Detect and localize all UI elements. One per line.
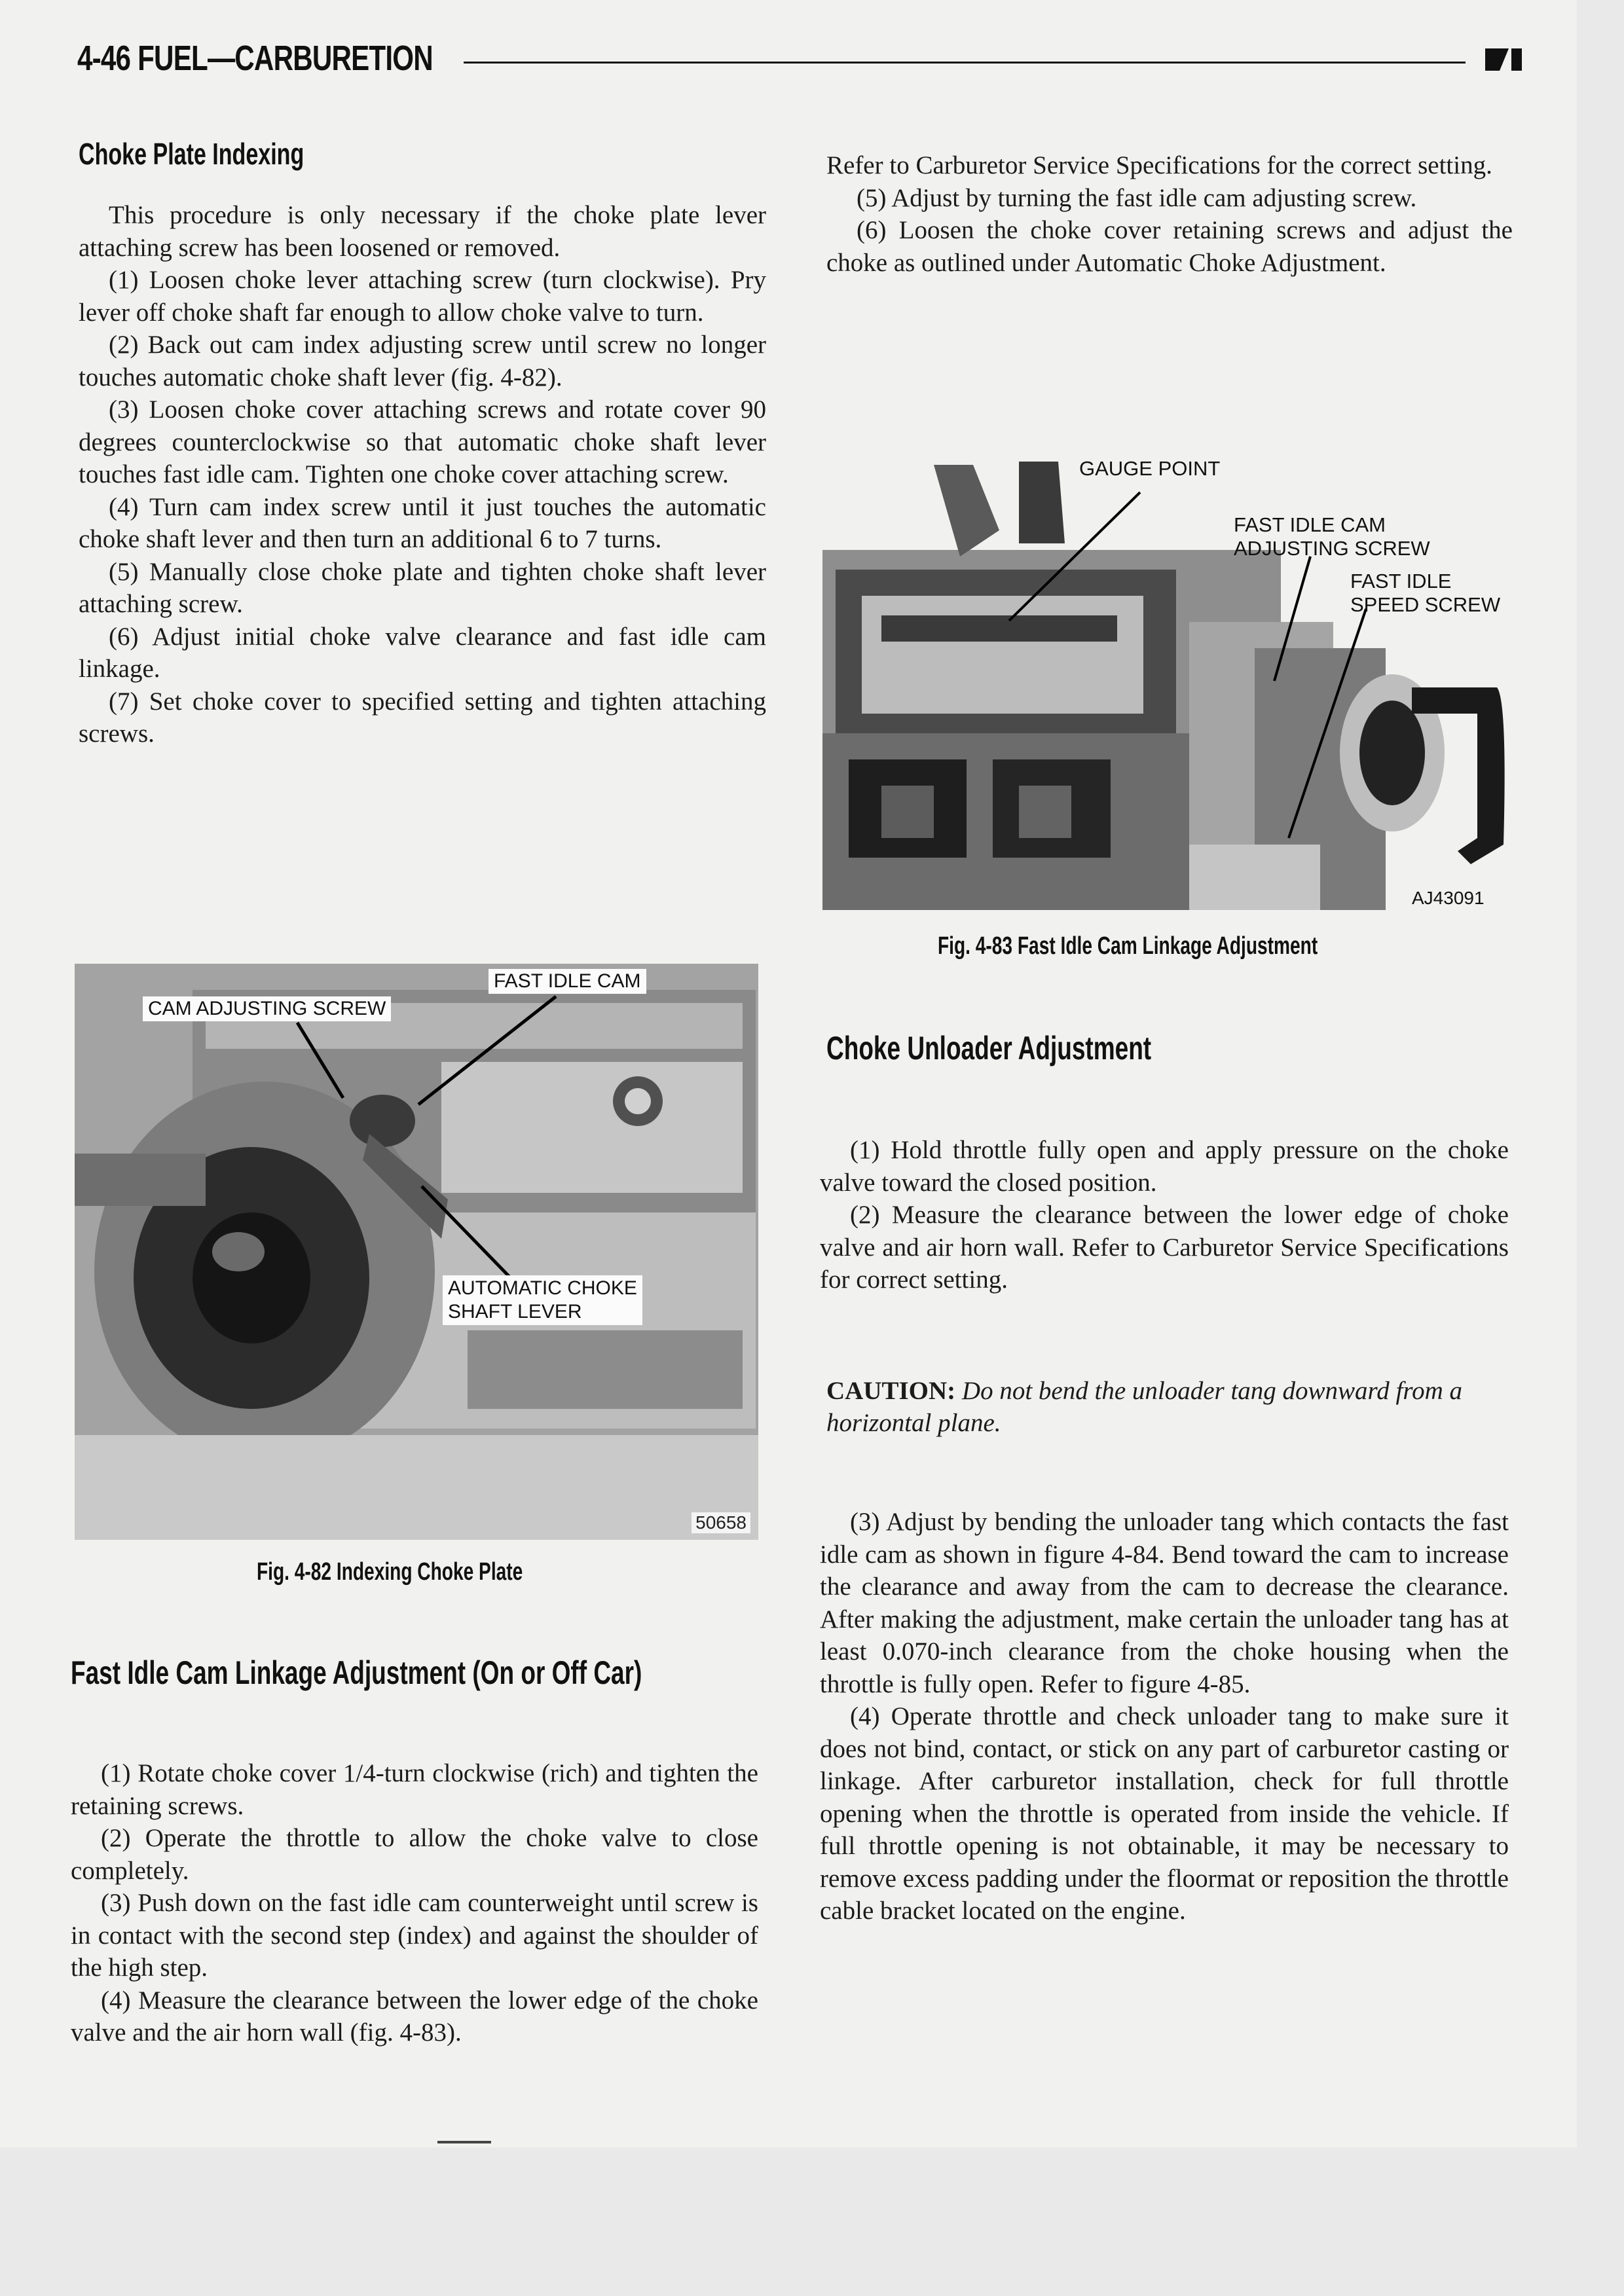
- step-2: (2) Operate the throttle to allow the choke valve to close completely.: [71, 1824, 758, 1885]
- callout-automatic-choke-shaft-lever: [443, 1275, 642, 1325]
- callout-fast-idle-cam: FAST IDLE CAM: [489, 969, 646, 994]
- step-4: (4) Operate throttle and check unloader tang to make sure it does not bind, contact, or stick on any part of carburetor casting or linkage. After carburetor installation, check for full throttle opening when the throttle is operated from inside the vehicle. If full throttle opening is not obtainable, it may be necessary to remove excess padding under the floormat or reposition the throttle cable bracket located on the engine.: [820, 1702, 1509, 1925]
- step-2: (2) Back out cam index adjusting screw until screw no longer touches automatic choke shaft lever (fig. 4-82).: [79, 331, 766, 392]
- callout-line: SPEED SCREW: [1350, 593, 1501, 616]
- callout-line: FAST IDLE: [1350, 570, 1452, 592]
- figure-id: 50658: [692, 1512, 750, 1533]
- step-7: (7) Set choke cover to specified setting and tighten attaching screws.: [79, 687, 766, 748]
- choke-plate-indexing-text: [79, 199, 766, 750]
- step-6: (6) Adjust initial choke valve clearance and fast idle cam linkage.: [79, 622, 766, 683]
- paragraph: This procedure is only necessary if the choke plate lever attaching screw has been loosened or removed.: [79, 201, 766, 262]
- figure-4-82-photo: [75, 964, 758, 1540]
- footer-mark: [437, 2141, 491, 2143]
- caution-text: Do not bend the unloader tang downward from a horizontal plane.: [826, 1377, 1463, 1437]
- callout-line: ADJUSTING SCREW: [1234, 537, 1430, 560]
- header-rule: [464, 62, 1466, 64]
- fast-idle-cam-linkage-text: [71, 1757, 758, 2049]
- figure-id: AJ43091: [1412, 888, 1485, 908]
- step-5: (5) Adjust by turning the fast idle cam adjusting screw.: [857, 183, 1417, 212]
- paragraph: Refer to Carburetor Service Specifications for the correct setting.: [826, 151, 1492, 179]
- step-3: (3) Push down on the fast idle cam counterweight until screw is in contact with the second step (index) and against the shoulder of the high step.: [71, 1889, 758, 1982]
- figure-4-82-caption: Fig. 4-82 Indexing Choke Plate: [257, 1558, 523, 1586]
- callout-line: AUTOMATIC CHOKE: [448, 1277, 637, 1299]
- step-3: (3) Adjust by bending the unloader tang which contacts the fast idle cam as shown in figure 4-84. Bend toward the cam to increase the clearance and away from the cam to decrease the clearance. After making the adjustment, make certain the unloader tang has at least 0.070-inch clearance from the choke housing when the throttle is fully open. Refer to figure 4-85.: [820, 1508, 1509, 1698]
- choke-unloader-text-continued: [820, 1506, 1509, 1927]
- figure-4-83-photo: [822, 452, 1507, 910]
- page-header: [77, 38, 1524, 84]
- step-3: (3) Loosen choke cover attaching screws and rotate cover 90 degrees counterclockwise so that automatic choke shaft lever touches fast idle cam. Tighten one choke cover attaching screw.: [79, 395, 766, 488]
- callout-line: SHAFT LEVER: [448, 1301, 582, 1322]
- step-6: (6) Loosen the choke cover retaining screws and adjust the choke as outlined under Automatic Choke Adjustment.: [826, 216, 1513, 277]
- figure-4-83-caption: Fig. 4-83 Fast Idle Cam Linkage Adjustment: [938, 932, 1318, 960]
- caution-note: [826, 1375, 1515, 1439]
- chrysler-pentastar-fragment-icon: [1483, 45, 1524, 73]
- callout-gauge-point: GAUGE POINT: [1079, 457, 1221, 480]
- carburetor-photo-illustration: [75, 964, 758, 1540]
- step-1: (1) Loosen choke lever attaching screw (turn clockwise). Pry lever off choke shaft far enough to allow choke valve to turn.: [79, 266, 766, 327]
- step-5: (5) Manually close choke plate and tighten choke shaft lever attaching screw.: [79, 557, 766, 618]
- continued-text: [826, 149, 1513, 279]
- choke-unloader-text: [820, 1134, 1509, 1296]
- callout-fast-idle-speed-screw: [1350, 570, 1500, 617]
- step-1: (1) Hold throttle fully open and apply pressure on the choke valve toward the closed position.: [820, 1136, 1509, 1197]
- caution-label: CAUTION:: [826, 1377, 956, 1405]
- callout-fast-idle-cam-adjusting-screw: [1234, 513, 1430, 560]
- callout-line: FAST IDLE CAM: [1234, 513, 1386, 536]
- heading-choke-plate-indexing: Choke Plate Indexing: [79, 137, 304, 171]
- step-4: (4) Turn cam index screw until it just touches the automatic choke shaft lever and then turn an additional 6 to 7 turns.: [79, 492, 766, 553]
- callout-cam-adjusting-screw: CAM ADJUSTING SCREW: [143, 996, 391, 1021]
- page-title: 4-46 FUEL—CARBURETION: [77, 39, 433, 78]
- heading-fast-idle-cam-linkage: Fast Idle Cam Linkage Adjustment (On or Off Car): [71, 1654, 642, 1691]
- step-1: (1) Rotate choke cover 1/4-turn clockwise (rich) and tighten the retaining screws.: [71, 1759, 758, 1820]
- heading-choke-unloader-adjustment: Choke Unloader Adjustment: [826, 1030, 1152, 1066]
- step-4: (4) Measure the clearance between the lower edge of the choke valve and the air horn wall (fig. 4-83).: [71, 1986, 758, 2047]
- step-2: (2) Measure the clearance between the lower edge of choke valve and air horn wall. Refer to Carburetor Service Specifications for correct setting.: [820, 1201, 1509, 1294]
